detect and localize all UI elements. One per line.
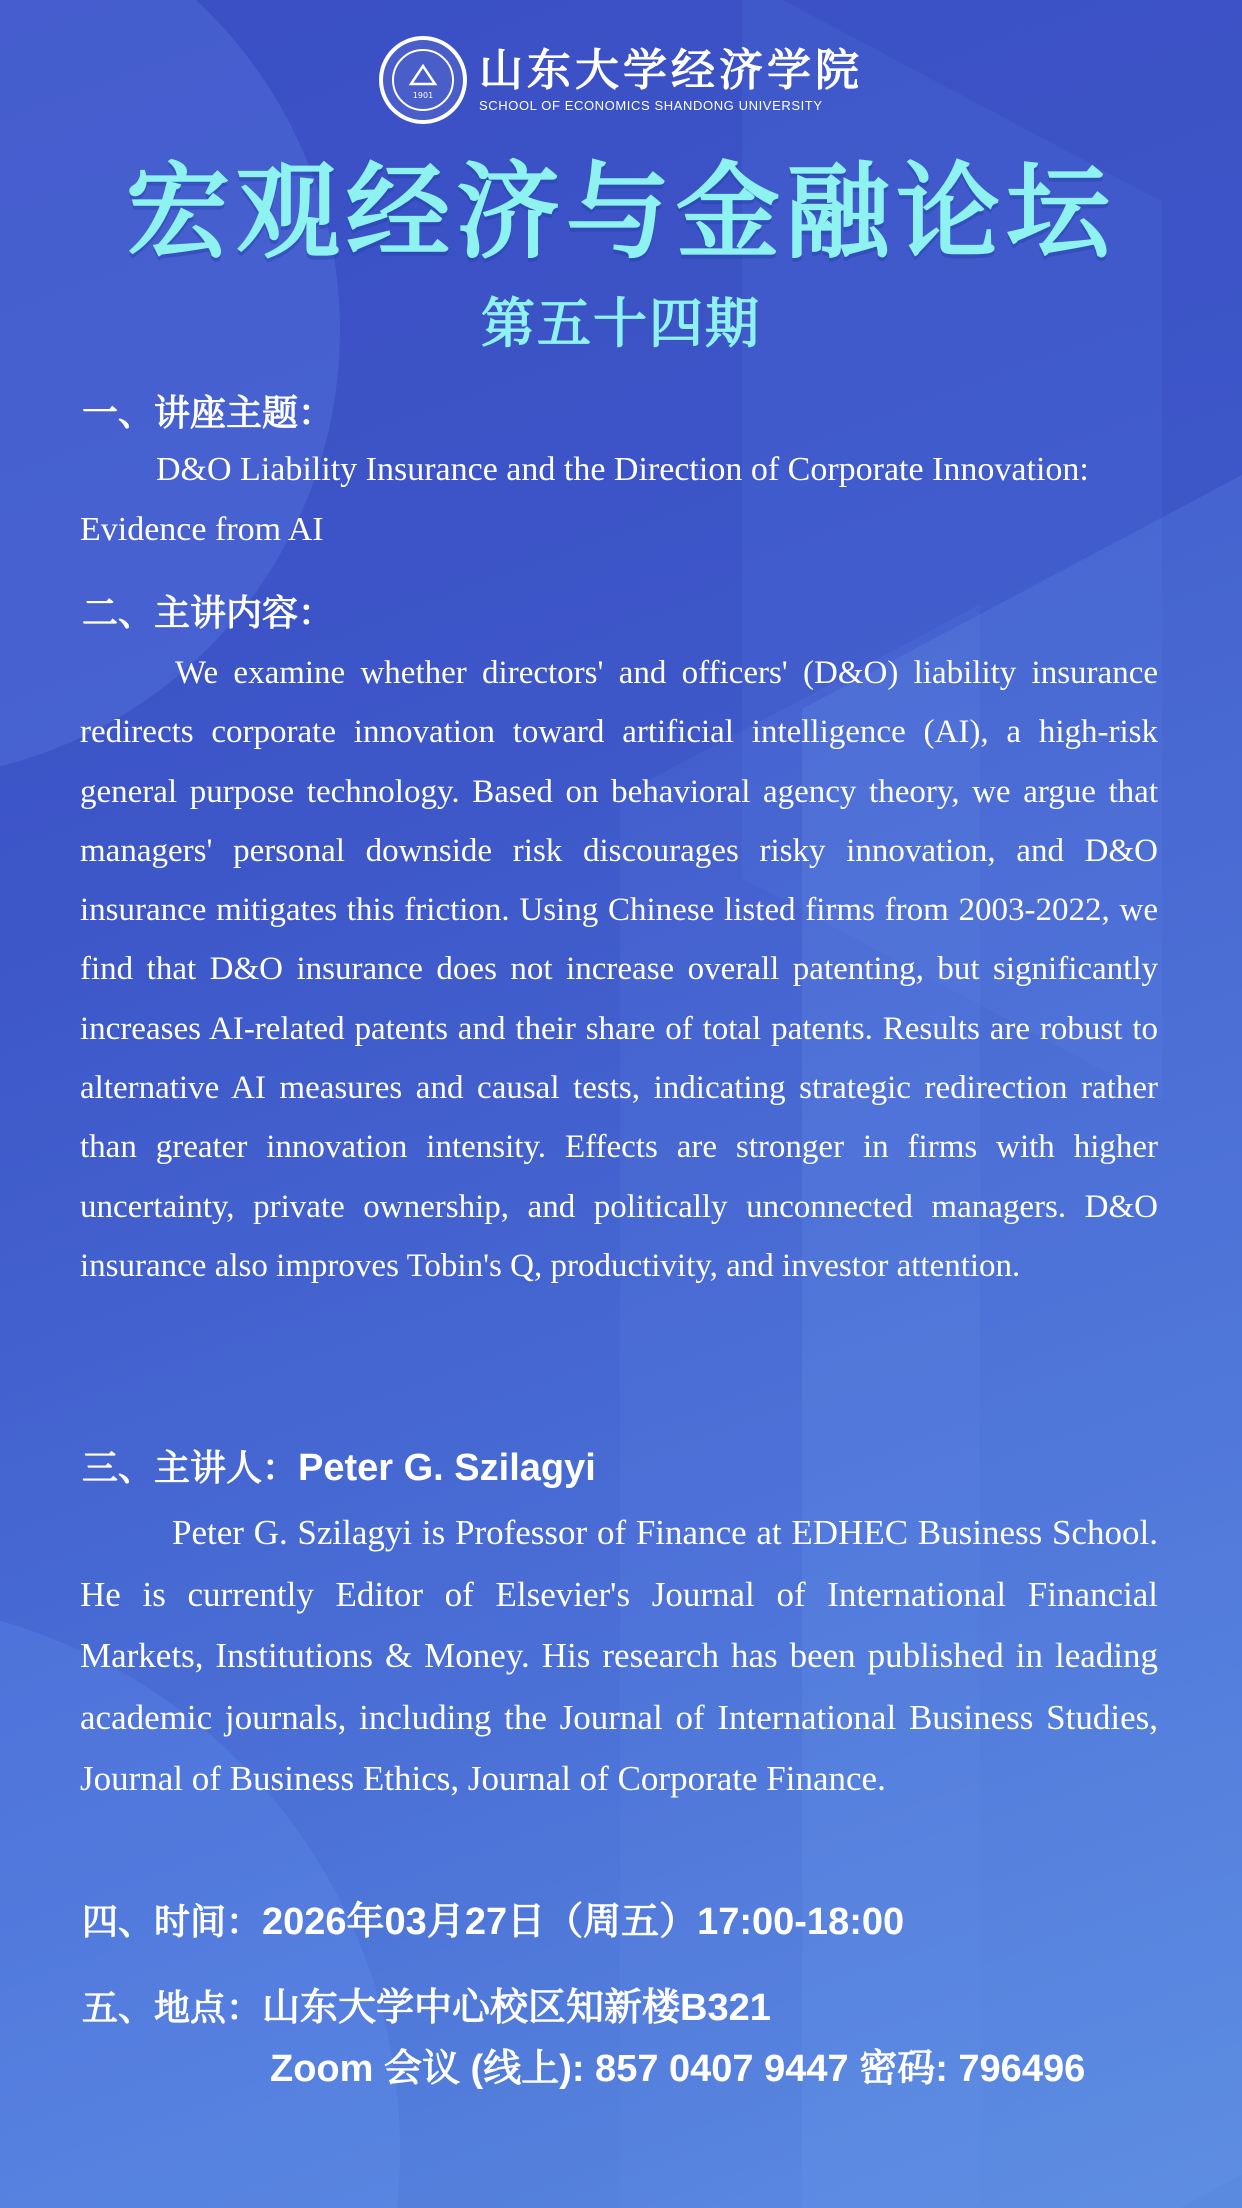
school-name-en: SCHOOL OF ECONOMICS SHANDONG UNIVERSITY [479, 98, 823, 113]
time-line [82, 1900, 904, 1945]
speaker-name: Peter G. Szilagyi [298, 1447, 596, 1489]
issue-number: 第五十四期 [481, 292, 761, 355]
content-text: We examine whether directors' and officers' (D&O) liability insurance redirects corporate innovation toward artificial intelligence (AI), a high-risk general purpose technology. Based on behavioral agency theory, we argue that managers' personal downside risk discourages risky innovation, and D&O insurance mitigates this friction. Using Chinese listed firms from 2003-2022, we find that D&O insurance does not increase overall patenting, but significantly increases AI-related patents and their share of total patents. Results are robust to alternative AI measures and causal tests, indicating strategic redirection rather than greater innovation intensity. Effects are stronger in firms with higher uncertainty, private ownership, and politically unconnected managers. D&O insurance also improves Tobin's Q, productivity, and investor attention. [80, 655, 1158, 1284]
speaker-heading-label: 三、主讲人： [82, 1448, 299, 1489]
time-heading: 四、时间： [82, 1902, 263, 1943]
time-value: 2026年03月27日（周五）17:00-18:00 [262, 1901, 905, 1943]
school-logo [0, 36, 1242, 124]
school-name-cn: 山东大学经济学院 [479, 45, 863, 96]
forum-title: 宏观经济与金融论坛 [125, 151, 1116, 273]
speaker-heading [82, 1446, 596, 1491]
zoom-info: Zoom 会议 (线上): 857 0407 9447 密码: 796496 [270, 2048, 1086, 2090]
place-heading: 五、地点： [82, 1988, 263, 2029]
seal-year: 1901 [412, 91, 434, 100]
school-name [479, 45, 863, 115]
topic-heading: 一、讲座主题： [82, 393, 335, 434]
place-line [82, 1986, 771, 2031]
place-value: 山东大学中心校区知新楼B321 [262, 1987, 771, 2029]
topic-text: D&O Liability Insurance and the Direction of Corporate Innovation: Evidence from AI [80, 451, 1089, 548]
university-seal-icon [379, 36, 467, 124]
content-heading: 二、主讲内容： [82, 593, 335, 634]
speaker-bio: Peter G. Szilagyi is Professor of Finance at EDHEC Business School. He is currently Editor of Elsevier's Journal of International Financial Markets, Institutions & Money. His research has been published in leading academic journals, including the Journal of International Business Studies, Journal of Business Ethics, Journal of Corporate Finance. [80, 1513, 1158, 1798]
